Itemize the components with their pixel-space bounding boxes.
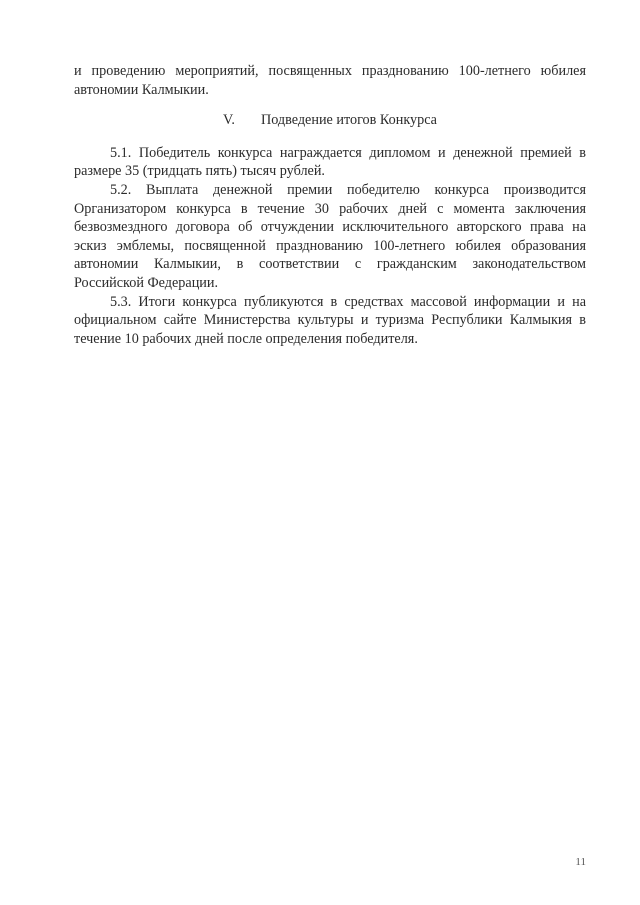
paragraph-5-3: 5.3. Итоги конкурса публикуются в средствах массовой информации и на официальном сайте Министерства культуры и туризма Республики Калмыкия в течение 10 рабочих дней после определения победителя. — [74, 293, 586, 347]
section-title: Подведение итогов Конкурса — [260, 112, 437, 129]
paragraph-5-2: 5.2. Выплата денежной премии победителю конкурса производится Организатором конкурса в течение 30 рабочих дней с момента заключения безвозмездного договора об отчуждении исключительного авторского права на эскиз эмблемы, посвященной празднованию 100-летнего юбилея образования автономии Калмыкии, в соответствии с гражданским законодательством Российской Федерации. — [74, 181, 586, 291]
section-number: V. — [223, 112, 235, 129]
document-body — [74, 62, 586, 348]
section-heading — [74, 111, 586, 130]
paragraph-5-1: 5.1. Победитель конкурса награждается дипломом и денежной премией в размере 35 (тридцать пять) тысяч рублей. — [74, 144, 586, 180]
continuation-paragraph: и проведению мероприятий, посвященных празднованию 100-летнего юбилея автономии Калмыкии. — [74, 63, 586, 98]
page-number: 11 — [575, 856, 586, 868]
